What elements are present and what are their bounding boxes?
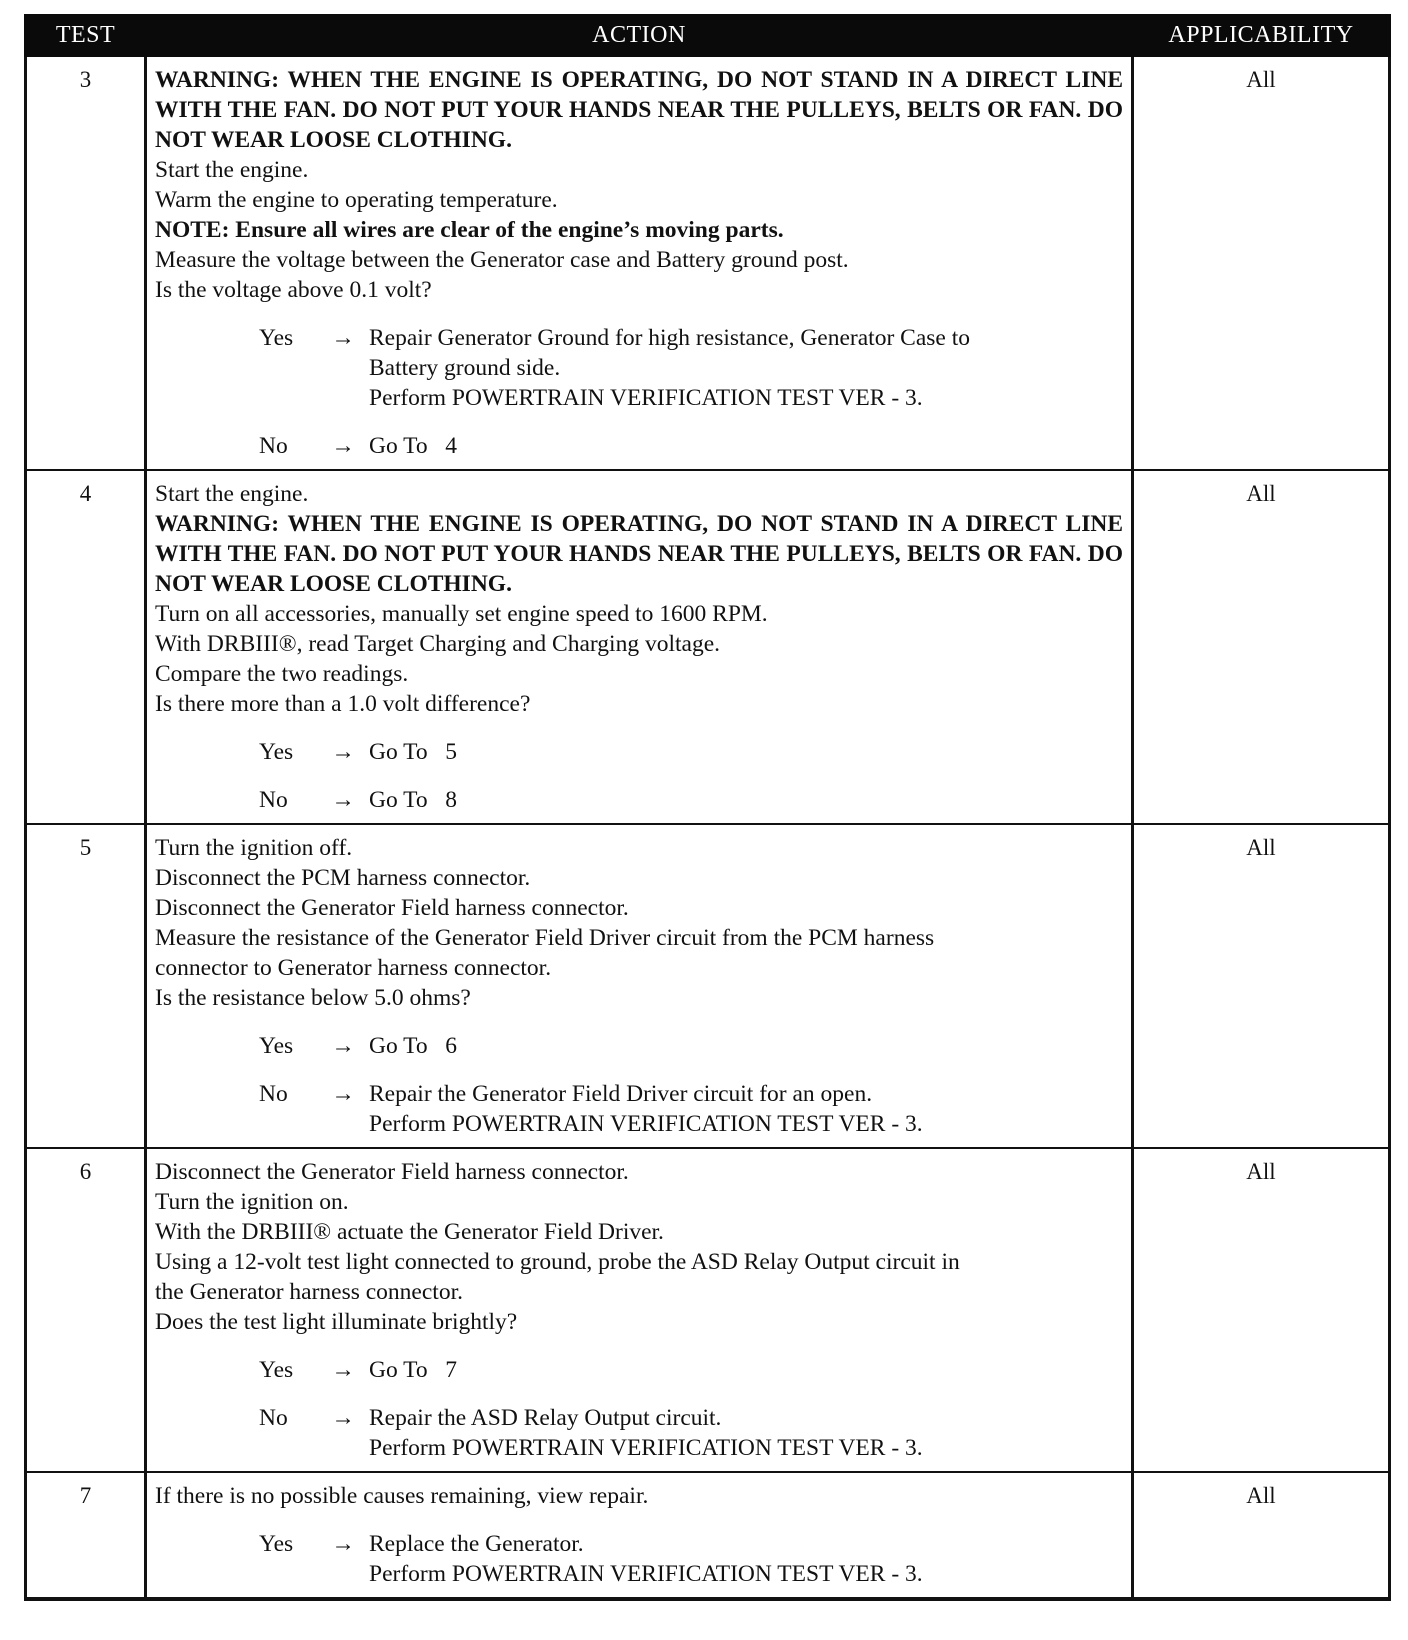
result-line: Go To 8 [369,787,458,813]
step-text: Using a 12-volt test light connected to ground, probe the ASD Relay Output circuit in [155,1249,960,1275]
yes-label: Yes [259,1531,294,1557]
table-row-test-7 [26,1472,1390,1599]
yes-result [369,737,1123,767]
right-arrow-icon: → [331,739,355,765]
step-text: connector to Generator harness connector. [155,955,552,981]
step-text: Disconnect the Generator Field harness connector. [155,895,629,921]
yes-result [369,1355,1123,1385]
applicability-cell: All [1133,824,1390,1148]
step-text: Warm the engine to operating temperature. [155,187,558,213]
yes-result [369,323,1123,413]
action-cell [146,1148,1133,1472]
header-action: ACTION [146,16,1133,56]
right-arrow-icon: → [331,1357,355,1383]
action-cell [146,1472,1133,1599]
no-label: No [259,787,288,813]
header-test: TEST [26,16,146,56]
right-arrow-icon: → [331,1033,355,1059]
table-row-test-3 [26,56,1390,471]
step-text: Start the engine. [155,481,309,507]
yes-label: Yes [259,739,294,765]
applicability-cell: All [1133,1472,1390,1599]
warning-text: WARNING: WHEN THE ENGINE IS OPERATING, DO NOT STAND IN A DIRECT LINE WITH THE FAN. DO NOT PUT YOUR HANDS NEAR THE PULLEYS, BELTS OR FAN. DO NOT WEAR LOOSE CLOTHING. [155,67,1123,153]
test-number: 4 [26,470,146,824]
result-line: Perform POWERTRAIN VERIFICATION TEST VER - 3. [369,1561,923,1587]
warning-text: WARNING: WHEN THE ENGINE IS OPERATING, DO NOT STAND IN A DIRECT LINE WITH THE FAN. DO NOT PUT YOUR HANDS NEAR THE PULLEYS, BELTS OR FAN. DO NOT WEAR LOOSE CLOTHING. [155,511,1123,597]
test-number: 7 [26,1472,146,1599]
result-line: Repair Generator Ground for high resistance, Generator Case to [369,325,970,351]
yes-label: Yes [259,325,294,351]
table-header [26,16,1390,56]
yes-branch [155,1031,1123,1061]
no-label: No [259,433,288,459]
yes-branch [155,1529,1123,1589]
step-text: Disconnect the Generator Field harness connector. [155,1159,629,1185]
result-line: Perform POWERTRAIN VERIFICATION TEST VER - 3. [369,1111,923,1137]
no-result [369,785,1123,815]
question-text: Is there more than a 1.0 volt difference? [155,691,531,717]
test-number: 5 [26,824,146,1148]
test-number: 6 [26,1148,146,1472]
step-text: Measure the resistance of the Generator Field Driver circuit from the PCM harness [155,925,935,951]
no-branch [155,431,1123,461]
result-line: Go To 4 [369,433,458,459]
note-text: NOTE: Ensure all wires are clear of the engine’s moving parts. [155,217,784,243]
question-text: Does the test light illuminate brightly? [155,1309,518,1335]
result-line: Battery ground side. [369,355,561,381]
applicability-cell: All [1133,56,1390,471]
action-cell [146,824,1133,1148]
table-row-test-4 [26,470,1390,824]
right-arrow-icon: → [331,1405,355,1431]
table-row-test-6 [26,1148,1390,1472]
result-line: Perform POWERTRAIN VERIFICATION TEST VER - 3. [369,1435,923,1461]
step-text: If there is no possible causes remaining, view repair. [155,1483,649,1509]
step-text: Turn on all accessories, manually set engine speed to 1600 RPM. [155,601,768,627]
result-line: Repair the ASD Relay Output circuit. [369,1405,722,1431]
no-label: No [259,1405,288,1431]
right-arrow-icon: → [331,787,355,813]
yes-result [369,1031,1123,1061]
applicability-cell: All [1133,470,1390,824]
step-text: the Generator harness connector. [155,1279,463,1305]
step-text: Disconnect the PCM harness connector. [155,865,531,891]
no-label: No [259,1081,288,1107]
table-row-test-5 [26,824,1390,1148]
yes-branch [155,1355,1123,1385]
no-branch [155,1403,1123,1463]
right-arrow-icon: → [331,1531,355,1557]
yes-branch [155,737,1123,767]
result-line: Go To 5 [369,739,458,765]
no-result [369,1403,1123,1463]
question-text: Is the resistance below 5.0 ohms? [155,985,471,1011]
test-number: 3 [26,56,146,471]
no-result [369,431,1123,461]
step-text: Start the engine. [155,157,309,183]
yes-label: Yes [259,1357,294,1383]
header-applicability: APPLICABILITY [1133,16,1390,56]
right-arrow-icon: → [331,433,355,459]
yes-result [369,1529,1123,1589]
no-branch [155,785,1123,815]
step-text: Measure the voltage between the Generator case and Battery ground post. [155,247,849,273]
step-text: With DRBIII®, read Target Charging and Charging voltage. [155,631,721,657]
action-cell [146,470,1133,824]
diagnostic-test-table [24,14,1391,1601]
result-line: Replace the Generator. [369,1531,584,1557]
result-line: Go To 6 [369,1033,458,1059]
yes-label: Yes [259,1033,294,1059]
step-text: Compare the two readings. [155,661,409,687]
step-text: Turn the ignition on. [155,1189,349,1215]
diagnostic-page [24,14,1388,1601]
no-result [369,1079,1123,1139]
right-arrow-icon: → [331,325,355,351]
result-line: Perform POWERTRAIN VERIFICATION TEST VER - 3. [369,385,923,411]
action-cell [146,56,1133,471]
yes-branch [155,323,1123,413]
applicability-cell: All [1133,1148,1390,1472]
result-line: Go To 7 [369,1357,458,1383]
step-text: With the DRBIII® actuate the Generator Field Driver. [155,1219,664,1245]
step-text: Turn the ignition off. [155,835,353,861]
right-arrow-icon: → [331,1081,355,1107]
question-text: Is the voltage above 0.1 volt? [155,277,432,303]
result-line: Repair the Generator Field Driver circuit for an open. [369,1081,873,1107]
no-branch [155,1079,1123,1139]
